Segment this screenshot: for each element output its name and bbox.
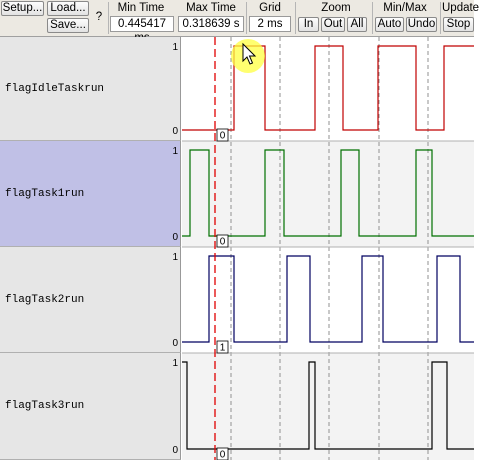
waveform-area[interactable]	[172, 37, 474, 460]
minmax-auto-button[interactable]: Auto	[375, 17, 404, 32]
min-time-value: 0.445417	[110, 16, 174, 32]
update-header: Update	[442, 2, 479, 14]
max-time-header: Max Time	[186, 2, 236, 14]
signal-name: flagIdleTaskrun	[5, 82, 105, 95]
level-high-label: 1	[172, 252, 178, 263]
level-low-label: 0	[172, 338, 178, 349]
zoom-all-button[interactable]: All	[347, 17, 367, 32]
lane-background-3	[182, 353, 474, 460]
toolbar-separator	[108, 2, 109, 34]
signal-name: flagTask3run	[5, 400, 85, 412]
level-high-label: 1	[172, 146, 178, 157]
load-button[interactable]: Load...	[47, 1, 89, 16]
setup-button[interactable]: Setup...	[2, 2, 43, 14]
help-button[interactable]: ?	[95, 11, 103, 23]
toolbar-separator	[246, 2, 247, 34]
save-button[interactable]: Save...	[47, 18, 89, 33]
level-high-label: 1	[172, 42, 178, 53]
minmax-undo-button[interactable]: Undo	[407, 18, 436, 30]
grid-value: 2 ms	[249, 16, 291, 32]
cursor-value-1: 0	[219, 236, 226, 248]
level-high-label: 1	[172, 358, 178, 369]
signal-row-flagtask2run[interactable]	[0, 247, 181, 353]
level-low-label: 0	[172, 126, 178, 137]
level-low-label: 0	[172, 445, 178, 456]
min-time-header: Min Time	[117, 2, 165, 14]
signal-row-flagtask3run[interactable]	[0, 353, 181, 460]
lane-background-0	[182, 37, 474, 141]
signal-row-flagtask1run[interactable]	[0, 141, 181, 247]
toolbar	[0, 0, 479, 37]
zoom-out-button[interactable]: Out	[321, 17, 345, 32]
max-time-value: 0.318639 s	[178, 16, 244, 32]
minmax-header: Min/Max	[383, 2, 427, 14]
signal-name: flagTask2run	[5, 293, 85, 306]
signal-name: flagTask1run	[5, 187, 85, 200]
level-low-label: 0	[172, 232, 178, 243]
toolbar-separator	[295, 2, 296, 34]
zoom-header: Zoom	[321, 2, 351, 14]
update-stop-button[interactable]: Stop	[443, 17, 474, 32]
signal-row-flagidletaskrun[interactable]	[0, 37, 181, 141]
cursor-value-2: 1	[219, 342, 226, 354]
toolbar-separator	[372, 2, 373, 34]
zoom-in-button[interactable]: In	[298, 17, 319, 32]
lane-background-2	[182, 247, 474, 353]
cursor-value-3: 0	[219, 449, 226, 460]
grid-header: Grid	[259, 2, 281, 14]
toolbar-separator	[440, 2, 441, 34]
cursor-value-0: 0	[219, 130, 226, 142]
lane-background-1	[182, 141, 474, 247]
